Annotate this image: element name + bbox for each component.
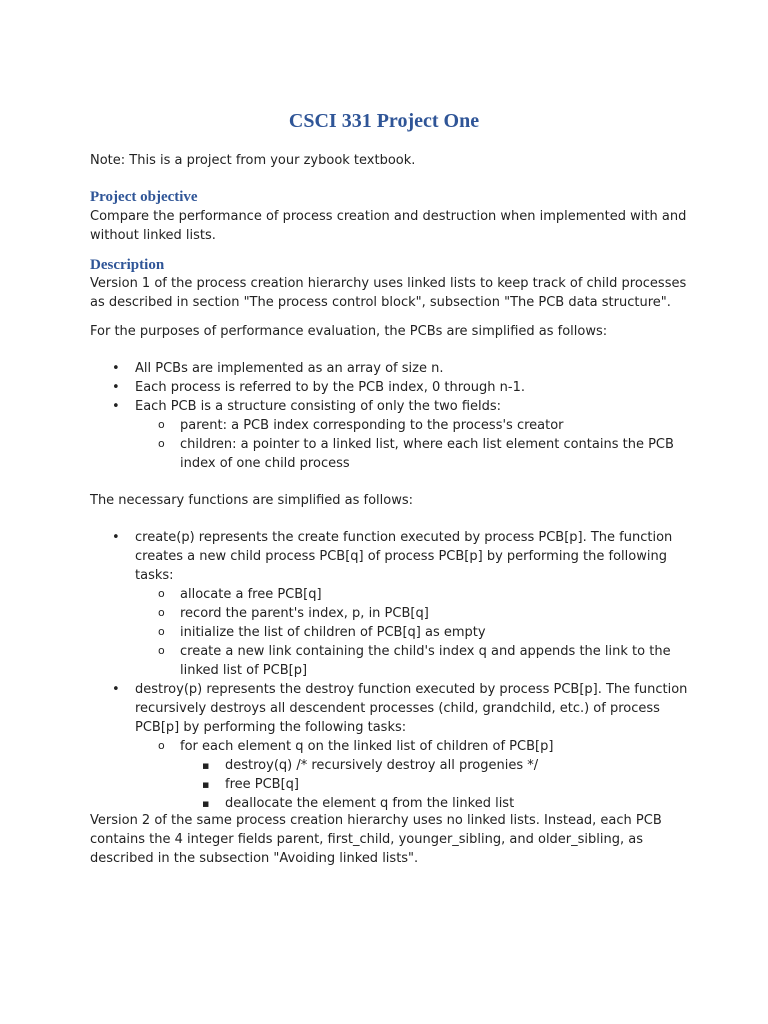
objective-text: Compare the performance of process creation and destruction when implemented with and without linked lists.	[90, 209, 687, 243]
description-paragraph-4: Version 2 of the same process creation hierarchy uses no linked lists. Instead, each PCB contains the 4 integer fields parent, first_child, younger_sibling, and older_sibling, as described in the subsection "Avoiding linked lists".	[90, 813, 662, 866]
list-item: o children: a pointer to a linked list, where each list element contains the PCB index of one child process	[135, 435, 690, 473]
list-item: • Each process is referred to by the PCB index, 0 through n-1.	[90, 378, 690, 397]
list-item: o create a new link containing the child's index q and appends the link to the linked list of PCB[p]	[135, 642, 690, 680]
description-paragraph-2: For the purposes of performance evaluation, the PCBs are simplified as follows:	[90, 324, 608, 339]
list-item: • All PCBs are implemented as an array of size n.	[90, 359, 690, 378]
note-text: Note: This is a project from your zybook textbook.	[90, 153, 416, 168]
destroy-task-text: for each element q on the linked list of children of PCB[p]	[180, 739, 554, 754]
list-item: o parent: a PCB index corresponding to the process's creator	[135, 416, 690, 435]
list-item: ▪ deallocate the element q from the linked list	[180, 794, 690, 813]
create-tasks-list	[135, 585, 690, 680]
description-paragraph-3: The necessary functions are simplified as follows:	[90, 493, 414, 508]
list-item: ▪ destroy(q) /* recursively destroy all progenies */	[180, 756, 690, 775]
functions-list	[90, 528, 690, 813]
destroy-text: destroy(p) represents the destroy function executed by process PCB[p]. The function recursively destroys all descendent processes (child, grandchild, etc.) of process PCB[p] by performing the following tasks:	[135, 682, 688, 735]
list-item: o allocate a free PCB[q]	[135, 585, 690, 604]
pcb-list	[90, 359, 690, 473]
objective-heading: Project objective	[90, 189, 198, 205]
page-title: CSCI 331 Project One	[288, 110, 480, 132]
list-item	[135, 737, 690, 813]
list-item	[90, 397, 690, 473]
list-item: o initialize the list of children of PCB[q] as empty	[135, 623, 690, 642]
description-paragraph-1: Version 1 of the process creation hierarchy uses linked lists to keep track of child processes as described in section "The process control block", subsection "The PCB data structure".	[90, 276, 687, 310]
create-text: create(p) represents the create function executed by process PCB[p]. The function creates a new child process PCB[q] of process PCB[p] by performing the following tasks:	[135, 530, 673, 583]
list-item-text: Each PCB is a structure consisting of only the two fields:	[135, 399, 502, 414]
description-heading: Description	[90, 257, 165, 273]
destroy-tasks-list	[135, 737, 690, 813]
list-item: ▪ free PCB[q]	[180, 775, 690, 794]
list-item-create	[90, 528, 690, 680]
list-item: o record the parent's index, p, in PCB[q]	[135, 604, 690, 623]
destroy-subtasks-list	[180, 756, 690, 813]
pcb-fields-list	[135, 416, 690, 473]
list-item-destroy	[90, 680, 690, 813]
